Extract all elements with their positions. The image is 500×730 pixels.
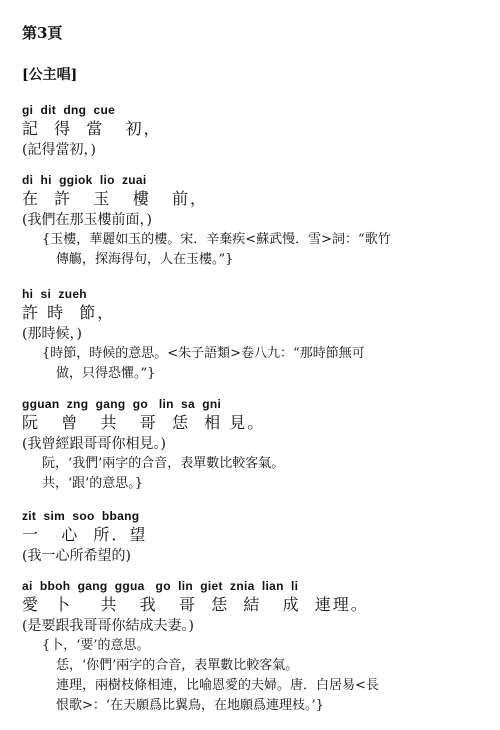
- verse-block: [22, 172, 492, 270]
- translation-line: (是要跟我哥哥你結成夫妻。): [22, 618, 194, 634]
- romanization-line: hi si zueh: [22, 287, 87, 301]
- romanization-line: di hi ggiok lio zuai: [22, 173, 147, 187]
- annotation-line: {卜，‘要’的意思。: [42, 638, 150, 653]
- hanzi-line: 記 得 當 初，: [22, 119, 162, 138]
- romanization-line: gi dit dng cue: [22, 103, 116, 117]
- hanzi-line: 阮 曾 共 哥 恁 相 見。: [22, 413, 266, 432]
- hanzi-line: 一 心 所．望: [22, 525, 148, 544]
- annotation-line: 阮，‘我們’兩字的合音，表單數比較客氣。: [42, 456, 285, 471]
- romanization-line: gguan zng gang go lin sa gni: [22, 397, 222, 411]
- annotation-line: 傳觴，探海得句，人在玉樓。”}: [56, 252, 234, 267]
- annotation-line: 恨歌>：‘在天願爲比翼鳥，在地願爲連理枝。’}: [56, 698, 324, 713]
- verse-block: [22, 102, 492, 160]
- annotation-line: {玉樓，華麗如玉的樓。宋．辛棄疾<蘇武慢．雪>詞：“歌竹: [42, 232, 391, 247]
- annotation-line: 恁，‘你們’兩字的合音，表單數比較客氣。: [56, 658, 299, 673]
- translation-line: (我一心所希望的): [22, 548, 131, 564]
- romanization-line: zit sim soo bbang: [22, 509, 140, 523]
- verse-block: [22, 286, 492, 384]
- translation-line: (我們在那玉樓前面，): [22, 212, 152, 228]
- translation-line: (那時候，): [22, 326, 82, 342]
- section-heading: [公主唱]: [22, 67, 78, 83]
- verse-block: [22, 508, 492, 566]
- annotation-line: {時節，時候的意思。<朱子語類>卷八九：“那時節無可: [42, 346, 365, 361]
- translation-line: (記得當初，): [22, 142, 96, 158]
- romanization-line: ai bboh gang ggua go lin giet znia lian li: [22, 579, 299, 593]
- verse-block: [22, 396, 492, 494]
- hanzi-line: 在 許 玉 樓 前，: [22, 189, 208, 208]
- page-number: 第3頁: [22, 24, 63, 42]
- hanzi-line: 愛 卜 共 我 哥 恁 結 成 連理。: [22, 595, 369, 614]
- translation-line: (我曾經跟哥哥你相見。): [22, 436, 166, 452]
- annotation-line: 做，只得恐懼。”}: [56, 366, 156, 381]
- annotation-line: 共，‘跟’的意思。}: [42, 476, 144, 491]
- hanzi-line: 許 時 節，: [22, 303, 116, 322]
- verse-block: [22, 578, 492, 716]
- annotation-line: 連理，兩樹枝條相連，比喻恩愛的夫婦。唐．白居易<長: [56, 678, 379, 693]
